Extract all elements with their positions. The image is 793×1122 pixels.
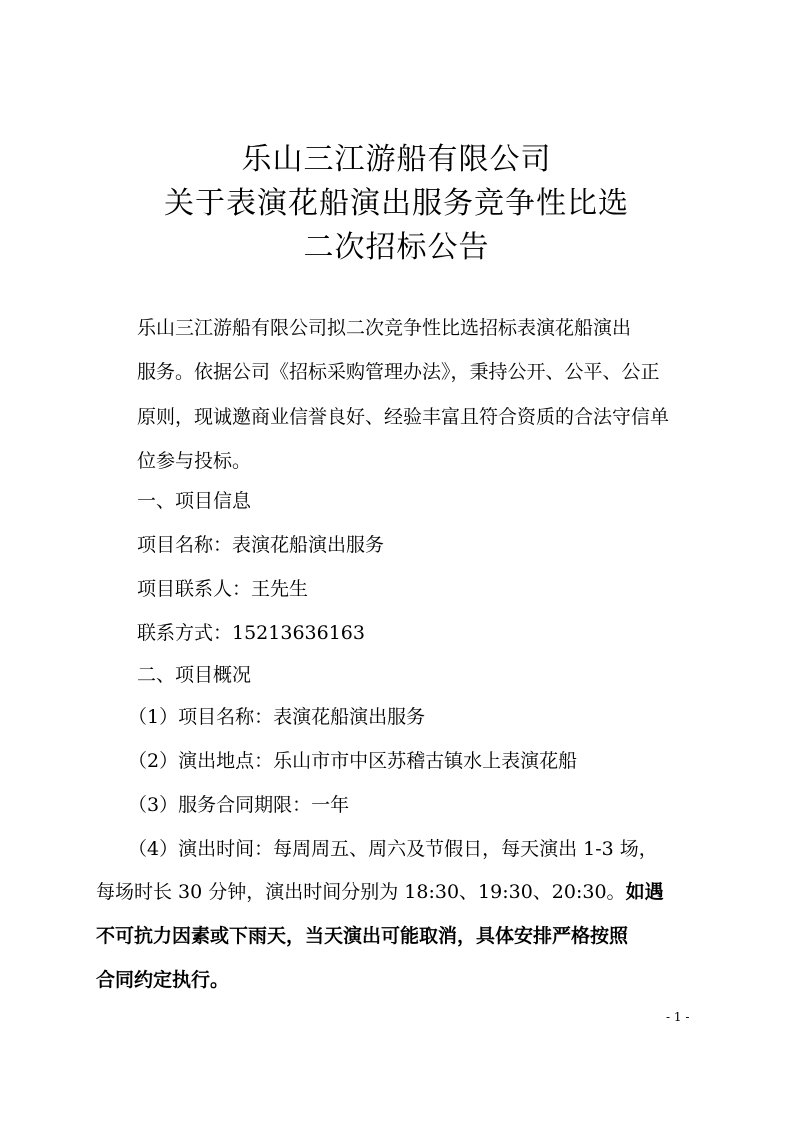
- contact-phone: 联系方式：15213636163: [137, 622, 365, 644]
- intro-line-4: 位参与投标。: [137, 450, 252, 472]
- contact-person: 项目联系人：王先生: [137, 578, 309, 600]
- overview-item-3: （3）服务合同期限：一年: [128, 794, 350, 816]
- page-number: - 1 -: [666, 1010, 690, 1024]
- overview-item-4-line-2: [96, 880, 664, 904]
- title-line-2: 关于表演花船演出服务竞争性比选: [164, 186, 629, 221]
- notice-bold-line-2: 不可抗力因素或下雨天，当天演出可能取消，具体安排严格按照: [96, 925, 629, 947]
- section2-heading: 二、项目概况: [137, 664, 252, 686]
- project-name: 项目名称：表演花船演出服务: [137, 534, 385, 556]
- section1-heading: 一、项目信息: [137, 490, 252, 512]
- intro-line-1: 乐山三江游船有限公司拟二次竞争性比选招标表演花船演出: [137, 317, 632, 339]
- overview-item-2: （2）演出地点：乐山市市中区苏稽古镇水上表演花船: [128, 750, 578, 772]
- notice-bold-start: 如遇: [625, 881, 664, 903]
- notice-bold-line-3: 合同约定执行。: [96, 969, 230, 991]
- intro-line-2: 服务。依据公司《招标采购管理办法》，秉持公开、公平、公正: [137, 361, 660, 383]
- intro-line-3: 原则，现诚邀商业信誉良好、经验丰富且符合资质的合法守信单: [137, 406, 670, 428]
- overview-item-1: （1）项目名称：表演花船演出服务: [128, 706, 426, 728]
- overview-item-4-line-1: （4）演出时间：每周周五、周六及节假日，每天演出 1-3 场，: [128, 838, 658, 860]
- schedule-text: 每场时长 30 分钟，演出时间分别为 18:30、19:30、20:30。: [96, 881, 626, 903]
- title-line-1: 乐山三江游船有限公司: [241, 142, 552, 177]
- title-line-3: 二次招标公告: [303, 230, 490, 265]
